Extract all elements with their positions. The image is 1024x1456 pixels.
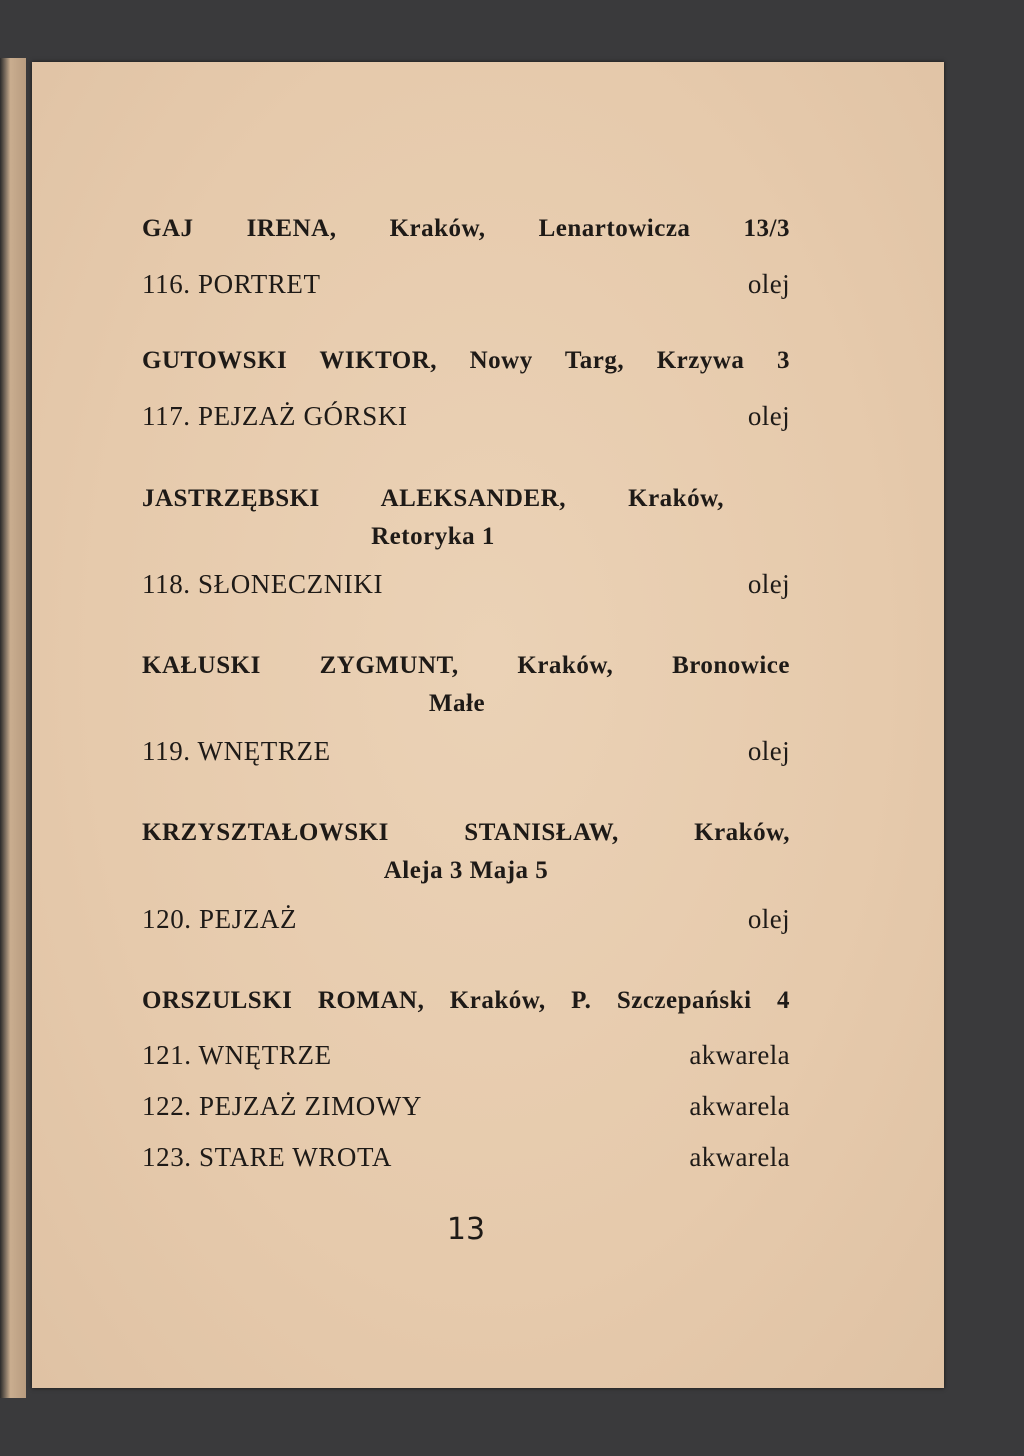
artist-heading-line: GUTOWSKI WIKTOR, Nowy Targ, Krzywa 3 <box>142 347 790 374</box>
work-entry <box>142 734 790 768</box>
work-title: 117. PEJZAŻ GÓRSKI <box>142 401 408 431</box>
work-medium: olej <box>747 569 790 599</box>
artist-heading <box>142 982 790 1020</box>
artist-heading <box>142 814 790 890</box>
work-medium: olej <box>747 401 790 431</box>
artist-heading-line: KAŁUSKI ZYGMUNT, Kraków, Bronowice <box>142 652 790 679</box>
work-medium: akwarela <box>689 1040 790 1070</box>
artist-heading <box>142 647 790 723</box>
work-title: 121. WNĘTRZE <box>142 1040 332 1070</box>
work-title: 120. PEJZAŻ <box>142 904 298 934</box>
work-medium: akwarela <box>689 1142 790 1172</box>
work-title: 123. STARE WROTA <box>142 1142 393 1172</box>
work-entry <box>142 567 790 601</box>
work-entry <box>142 902 790 936</box>
work-entry <box>142 1089 790 1123</box>
work-medium: olej <box>747 269 790 299</box>
artist-heading-line: KRZYSZTAŁOWSKI STANISŁAW, Kraków, <box>142 819 790 846</box>
work-entry <box>142 1140 790 1174</box>
work-medium: olej <box>747 736 790 766</box>
work-medium: akwarela <box>689 1091 790 1121</box>
artist-heading-continuation: Retoryka 1 <box>371 523 495 550</box>
work-entry <box>142 1038 790 1072</box>
artist-heading-line: GAJ IRENA, Kraków, Lenartowicza 13/3 <box>142 215 790 242</box>
artist-heading <box>142 342 790 380</box>
book-spine-edge <box>0 58 26 1398</box>
page-number: 13 <box>446 1212 486 1247</box>
work-title: 122. PEJZAŻ ZIMOWY <box>142 1091 423 1121</box>
artist-heading-continuation: Małe <box>428 690 486 717</box>
artist-heading <box>142 480 790 556</box>
work-entry <box>142 267 790 301</box>
work-title: 118. SŁONECZNIKI <box>142 569 384 599</box>
artist-heading-line: ORSZULSKI ROMAN, Kraków, P. Szczepański 4 <box>142 987 790 1014</box>
work-title: 119. WNĘTRZE <box>142 736 331 766</box>
work-medium: olej <box>747 904 790 934</box>
artist-heading <box>142 210 790 248</box>
work-title: 116. PORTRET <box>142 269 321 299</box>
artist-heading-line: JASTRZĘBSKI ALEKSANDER, Kraków, <box>142 485 724 512</box>
book-page <box>32 62 944 1388</box>
artist-heading-continuation: Aleja 3 Maja 5 <box>383 857 549 884</box>
work-entry <box>142 399 790 433</box>
